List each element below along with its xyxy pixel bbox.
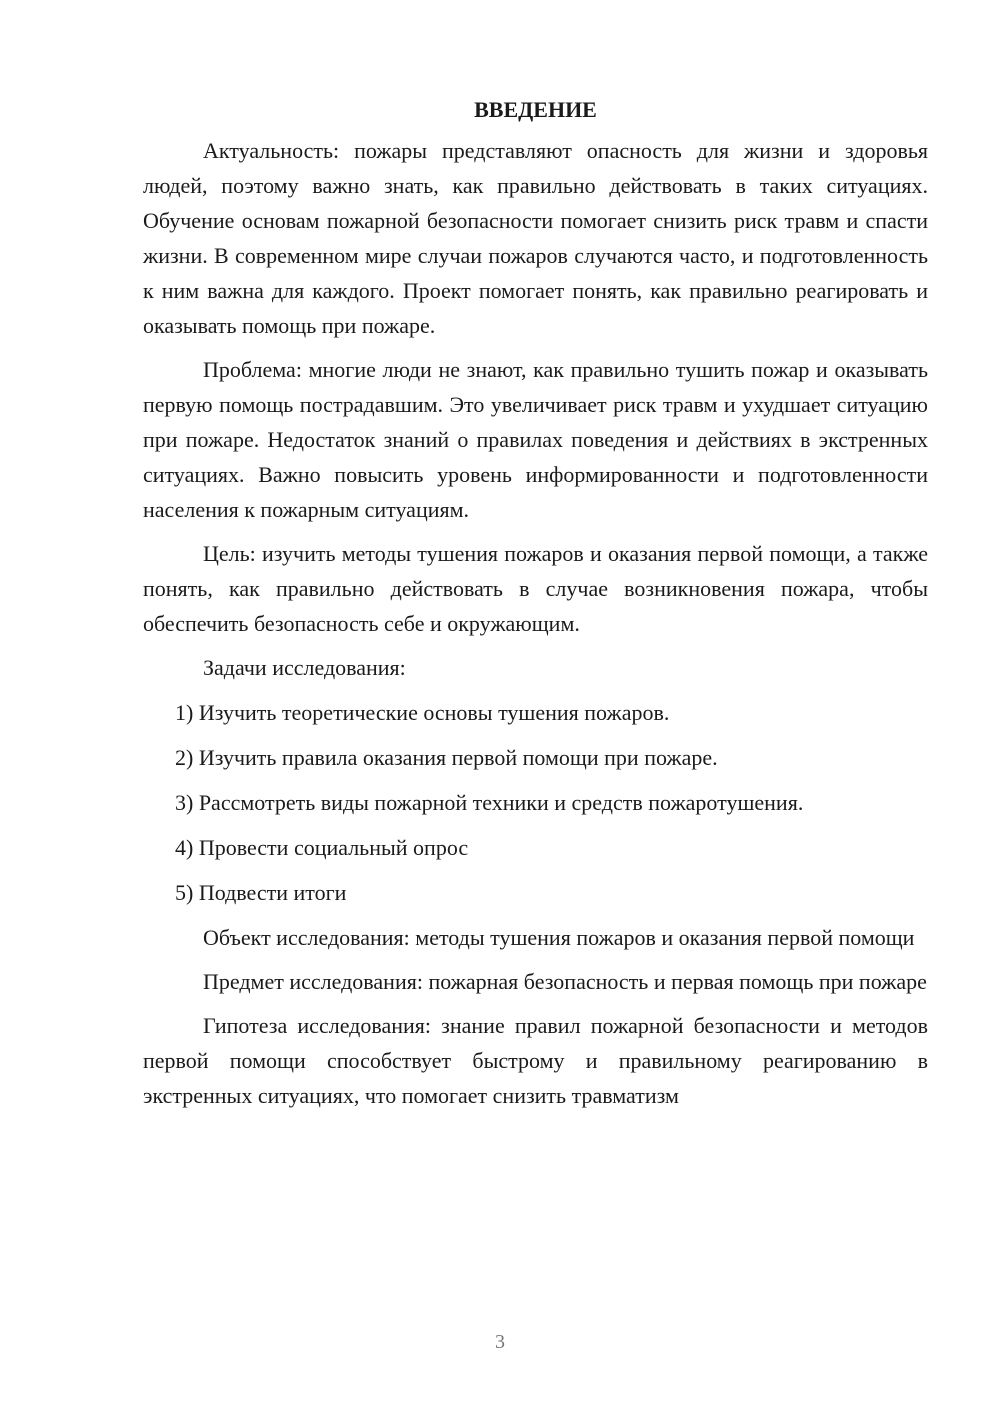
task-item: 1) Изучить теоретические основы тушения пожаров. xyxy=(175,700,670,725)
task-item: 5) Подвести итоги xyxy=(175,880,347,905)
page-number: 3 xyxy=(495,1331,505,1353)
task-item: 2) Изучить правила оказания первой помощи при пожаре. xyxy=(175,745,718,770)
task-item: 3) Рассмотреть виды пожарной техники и средств пожаротушения. xyxy=(175,790,804,815)
subject-paragraph: Предмет исследования: пожарная безопасность и первая помощь при пожаре xyxy=(203,969,927,994)
object-paragraph: Объект исследования: методы тушения пожаров и оказания первой помощи xyxy=(203,925,915,950)
relevance-paragraph: Актуальность: пожары представляют опасность для жизни и здоровья людей, поэтому важно знать, как правильно действовать в таких ситуациях. Обучение основам пожарной безопасности помогает снизить риск травм и спасти жизни. В современном мире случаи пожаров случаются часто, и подготовленность к ним важна для каждого. Проект помогает понять, как правильно реагировать и оказывать помощь при пожаре. xyxy=(143,138,928,338)
task-item: 4) Провести социальный опрос xyxy=(175,835,469,860)
page-title: ВВЕДЕНИЕ xyxy=(474,97,597,122)
goal-paragraph: Цель: изучить методы тушения пожаров и оказания первой помощи, а также понять, как правильно действовать в случае возникновения пожара, чтобы обеспечить безопасность себе и окружающим. xyxy=(143,541,928,636)
problem-paragraph: Проблема: многие люди не знают, как правильно тушить пожар и оказывать первую помощь пострадавшим. Это увеличивает риск травм и ухудшает ситуацию при пожаре. Недостаток знаний о правилах поведения и действиях в экстренных ситуациях. Важно повысить уровень информированности и подготовленности населения к пожарным ситуациям. xyxy=(143,357,928,522)
hypothesis-paragraph: Гипотеза исследования: знание правил пожарной безопасности и методов первой помощи способствует быстрому и правильному реагированию в экстренных ситуациях, что помогает снизить травматизм xyxy=(143,1013,928,1108)
tasks-list xyxy=(143,695,928,910)
document-page xyxy=(143,92,928,1122)
tasks-heading: Задачи исследования: xyxy=(203,655,406,680)
